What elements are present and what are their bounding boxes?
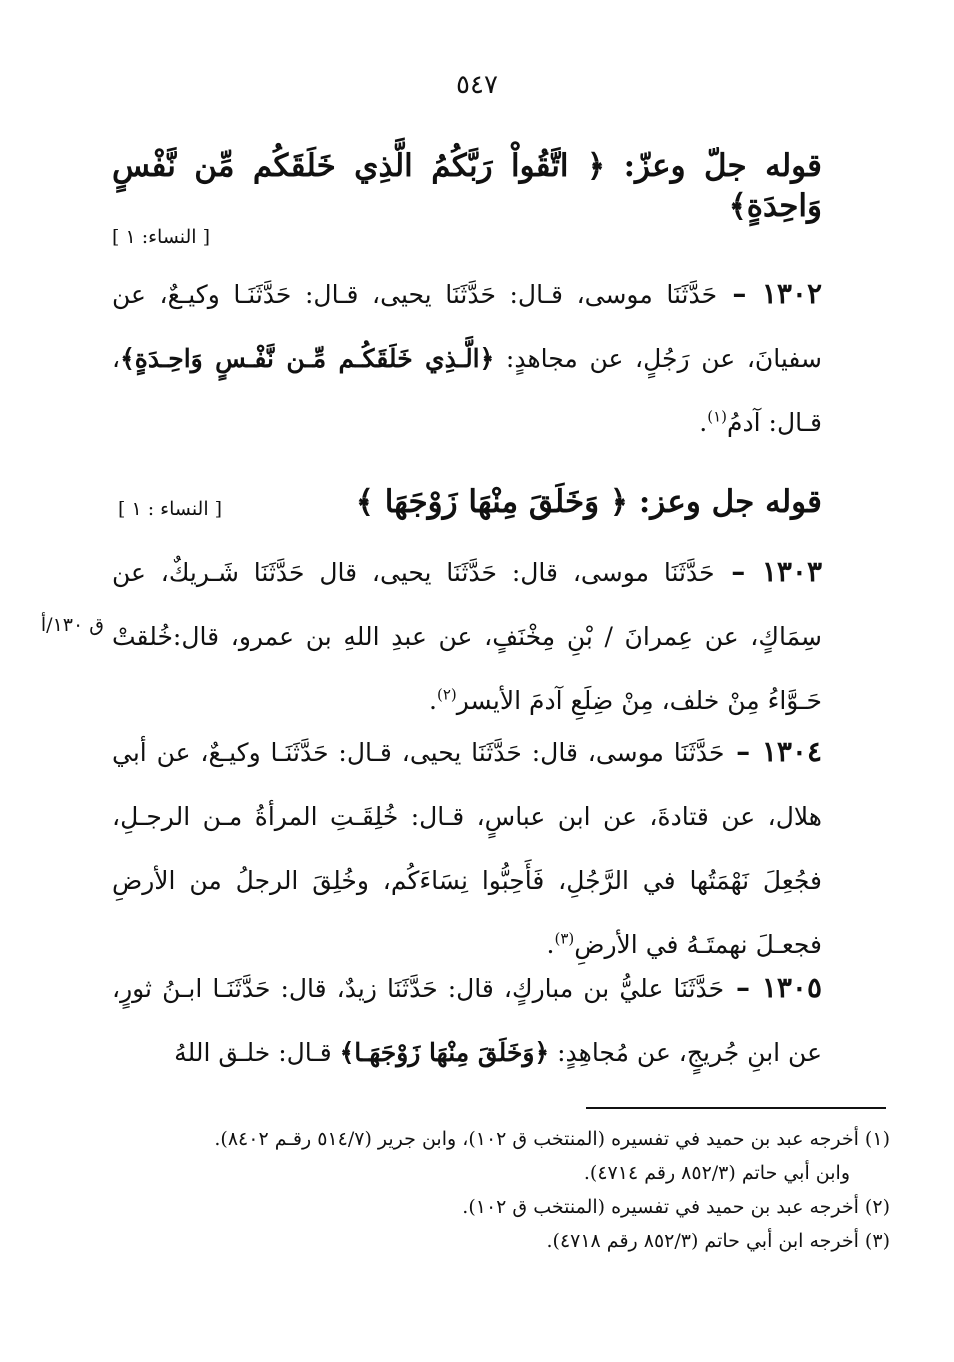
heading-intro: قوله جل وعز:: [628, 484, 822, 520]
section-heading-1: [112, 146, 822, 226]
heading-intro: قوله جلّ وعزّ:: [605, 148, 822, 184]
footnote-2: (٢) أخرجه عبد بن حميد في تفسيره (المنتخب ق ١٠٢).: [462, 1196, 890, 1218]
hadith-dash: –: [724, 971, 762, 1004]
hadith-1302: [112, 262, 822, 455]
hadith-1305: [112, 956, 822, 1085]
hadith-end: .: [546, 930, 555, 959]
footnote-1: (١) أخرجه عبد بن حميد في تفسيره (المنتخب ق ١٠٢)، وابن جرير (٥١٤/٧ رقـم ٨٤٠٢).: [214, 1128, 890, 1150]
hadith-number: ١٣٠٢: [761, 277, 822, 310]
hadith-text: حَدَّثَنَا موسى، قال: حَدَّثَنَا يحيى، قال حَدَّثَنَا شَـريكٌ، عن سِمَاكٍ، عن عِمرانَ / بْنِ مِخْنَفٍ، عن عبدِ اللهِ بن عمرو، قال:خُلقتْ حَـوَّاءُ مِنْ خلف، مِنْ ضِلَعِ آدمَ الأيسر: [112, 558, 822, 715]
verse-reference-2: [118, 496, 222, 522]
hadith-end: .: [429, 686, 437, 715]
footnote-divider: [586, 1107, 886, 1109]
hadith-1304: [112, 720, 822, 977]
verse-reference-1: [112, 224, 822, 250]
page-number: ٥٤٧: [456, 70, 498, 100]
verse-reference-text: [ النساء : ١ ]: [118, 498, 223, 520]
hadith-1303: [112, 540, 822, 733]
hadith-text-cont: قـال: خلـق اللهُ: [174, 1038, 340, 1067]
hadith-dash: –: [724, 735, 762, 768]
footnotes: [80, 1122, 890, 1258]
quran-verse: ﴿ وَخَلَقَ مِنْهَا زَوْجَهَا ﴾: [355, 484, 629, 520]
hadith-text: حَدَّثَنَا عليُّ بن مباركٍ، قال: حَدَّثَنَا زيدٌ، قال: حَدَّثَنَـا ابـنُ ثورٍ، عن ابنِ جُريجٍ، عن مُجاهِدٍ:: [112, 974, 822, 1067]
footnote-marker[interactable]: (٣): [554, 929, 575, 948]
hadith-text: حَدَّثَنَا موسى، قـال: حَدَّثَنَا يحيى، قـال: حَدَّثَنَـا وكيـعٌ، عن سفيانَ، عن رَجُلٍ، عن مجاهدٍ:: [112, 280, 822, 373]
hadith-dash: –: [714, 555, 762, 588]
quran-verse: ﴿الَّـذِي خَلَقَكُـم مِّـن نَّفْـسٍ وَاحِـدَةٍ﴾: [120, 344, 495, 373]
quran-verse: ﴿ اتَّقُواْ رَبَّكُمُ الَّذِي خَلَقَكُم مِّن نَّفْسٍ وَاحِدَةٍ﴾: [112, 148, 822, 224]
hadith-number: ١٣٠٥: [761, 971, 822, 1004]
hadith-number: ١٣٠٣: [761, 555, 822, 588]
hadith-text-cont: ، قـال: آدمُ: [112, 344, 822, 437]
footnote-marker[interactable]: (١): [707, 407, 728, 426]
footnote-3: (٣) أخرجه ابن أبي حاتم (٨٥٢/٣ رقم ٤٧١٨).: [546, 1230, 890, 1252]
hadith-text: حَدَّثَنَا موسى، قال: حَدَّثَنَا يحيى، قـال: حَدَّثَنَـا وكيـعٌ، عن أبي هلال، عن قتادةَ، عن ابن عباسٍ، قـال: خُلِقَـتِ المرأةُ مـن الرجـلِ، فجُعِلَ نَهْمَتُها في الرَّجُلِ، فَأَحِبُّوا نِسَاءَكُم، وخُلِقَ الرجلُ من الأرضِ فجعـلَ نهمتَـهُ في الأرضِ: [112, 738, 822, 959]
verse-reference-text: [ النساء: ١ ]: [112, 226, 211, 248]
footnote-1-cont: وابن أبي حاتم (٨٥٢/٣ رقم ٤٧١٤).: [583, 1162, 850, 1184]
hadith-dash: –: [717, 277, 762, 310]
manuscript-folio-note: ق ١٣٠/أ: [40, 614, 104, 636]
footnote-marker[interactable]: (٢): [436, 685, 457, 704]
hadith-end: .: [699, 408, 708, 437]
hadith-number: ١٣٠٤: [761, 735, 822, 768]
quran-verse: ﴿وَخَلَقَ مِنْهَا زَوْجَهَـا﴾: [339, 1038, 550, 1067]
